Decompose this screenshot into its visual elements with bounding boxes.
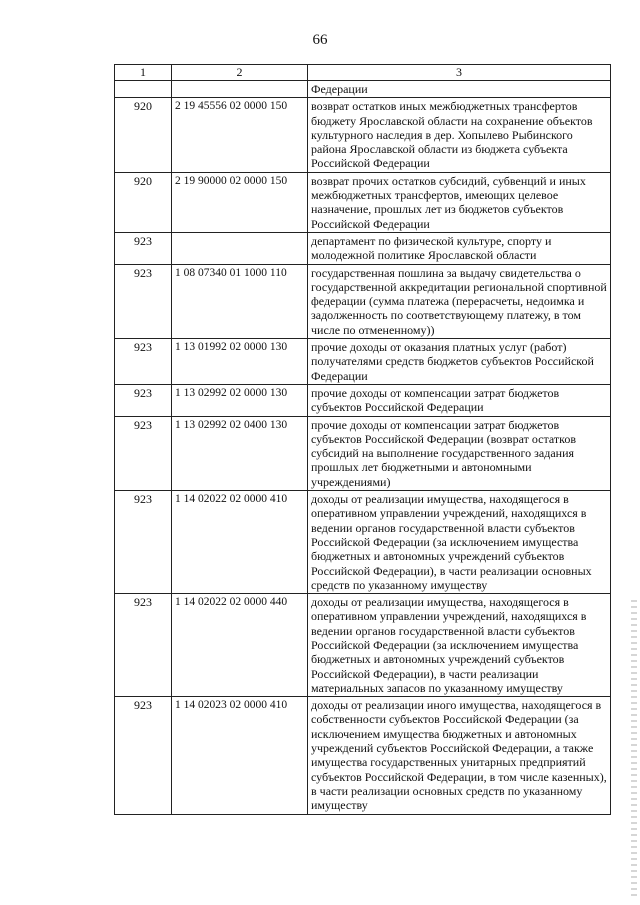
revenue-name-cell: прочие доходы от компенсации затрат бюджетов субъектов Российской Федерации bbox=[308, 384, 611, 416]
page-number: 66 bbox=[312, 32, 328, 48]
table-header-row bbox=[115, 65, 611, 81]
admin-code-cell: 920 bbox=[115, 172, 172, 232]
admin-code-cell: 923 bbox=[115, 491, 172, 594]
budget-code-cell: 2 19 45556 02 0000 150 bbox=[172, 98, 308, 172]
table-row bbox=[115, 339, 611, 385]
revenue-name-cell: доходы от реализации имущества, находящегося в оперативном управлении учреждений, находящихся в ведении органов государственной власти субъектов Российской Федерации (за исключением имущества бюджетных и автономных учреждений субъектов Российской Федерации), в части реализации основных средств по указанному имуществу bbox=[308, 491, 611, 594]
budget-code-cell: 1 14 02022 02 0000 440 bbox=[172, 594, 308, 697]
revenue-name-cell: доходы от реализации имущества, находящегося в оперативном управлении учреждений, находящихся в ведении органов государственной власти субъектов Российской Федерации (за исключением имущества бюджетных и автономных учреждений субъектов Российской Федерации), в части реализации материальных запасов по указанному имуществу bbox=[308, 594, 611, 697]
budget-code-cell: 1 13 01992 02 0000 130 bbox=[172, 339, 308, 385]
budget-code-cell: 1 14 02023 02 0000 410 bbox=[172, 697, 308, 814]
table-row bbox=[115, 416, 611, 490]
budget-code-cell: 2 19 90000 02 0000 150 bbox=[172, 172, 308, 232]
revenue-name-cell: департамент по физической культуре, спорту и молодежной политике Ярославской области bbox=[308, 232, 611, 264]
revenue-name-cell: прочие доходы от оказания платных услуг (работ) получателями средств бюджетов субъектов Российской Федерации bbox=[308, 339, 611, 385]
admin-code-cell: 923 bbox=[115, 594, 172, 697]
column-header-name: 3 bbox=[308, 65, 611, 81]
revenue-name-cell: доходы от реализации иного имущества, находящегося в собственности субъектов Российской Федерации (за исключением имущества бюджетных и автономных учреждений субъектов Российской Федерации, а также имущества государственных унитарных предприятий субъектов Российской Федерации, в том числе казенных), в части реализации основных средств по указанному имуществу bbox=[308, 697, 611, 814]
admin-code-cell: 923 bbox=[115, 384, 172, 416]
budget-code-cell bbox=[172, 232, 308, 264]
table-row bbox=[115, 594, 611, 697]
table-row bbox=[115, 232, 611, 264]
table-row bbox=[115, 98, 611, 172]
table-row bbox=[115, 697, 611, 814]
budget-classification-table bbox=[114, 64, 611, 815]
admin-code-cell: 923 bbox=[115, 232, 172, 264]
table-row bbox=[115, 384, 611, 416]
revenue-name-cell: Федерации bbox=[308, 81, 611, 98]
admin-code-cell: 923 bbox=[115, 416, 172, 490]
admin-code-cell: 923 bbox=[115, 264, 172, 338]
revenue-name-cell: возврат остатков иных межбюджетных трансфертов бюджету Ярославской области на сохранение объектов культурного наследия в дер. Хопылево Рыбинского района Ярославской области из бюджета субъекта Российской Федерации bbox=[308, 98, 611, 172]
scan-edge-mark bbox=[631, 600, 637, 900]
revenue-name-cell: государственная пошлина за выдачу свидетельства о государственной аккредитации региональной спортивной федерации (сумма платежа (перерасчеты, недоимка и задолженность по соответствующему платежу, в том числе по отмененному)) bbox=[308, 264, 611, 338]
revenue-name-cell: прочие доходы от компенсации затрат бюджетов субъектов Российской Федерации (возврат остатков субсидий на выполнение государственного задания прошлых лет бюджетными и автономными учреждениями) bbox=[308, 416, 611, 490]
admin-code-cell bbox=[115, 81, 172, 98]
budget-code-cell: 1 08 07340 01 1000 110 bbox=[172, 264, 308, 338]
table-row bbox=[115, 264, 611, 338]
table-row bbox=[115, 81, 611, 98]
column-header-admin: 1 bbox=[115, 65, 172, 81]
budget-code-cell bbox=[172, 81, 308, 98]
revenue-name-cell: возврат прочих остатков субсидий, субвенций и иных межбюджетных трансфертов, имеющих целевое назначение, прошлых лет из бюджетов субъектов Российской Федерации bbox=[308, 172, 611, 232]
budget-code-cell: 1 13 02992 02 0400 130 bbox=[172, 416, 308, 490]
table-row bbox=[115, 172, 611, 232]
column-header-code: 2 bbox=[172, 65, 308, 81]
budget-code-cell: 1 14 02022 02 0000 410 bbox=[172, 491, 308, 594]
admin-code-cell: 923 bbox=[115, 697, 172, 814]
table-row bbox=[115, 491, 611, 594]
admin-code-cell: 920 bbox=[115, 98, 172, 172]
budget-code-cell: 1 13 02992 02 0000 130 bbox=[172, 384, 308, 416]
admin-code-cell: 923 bbox=[115, 339, 172, 385]
